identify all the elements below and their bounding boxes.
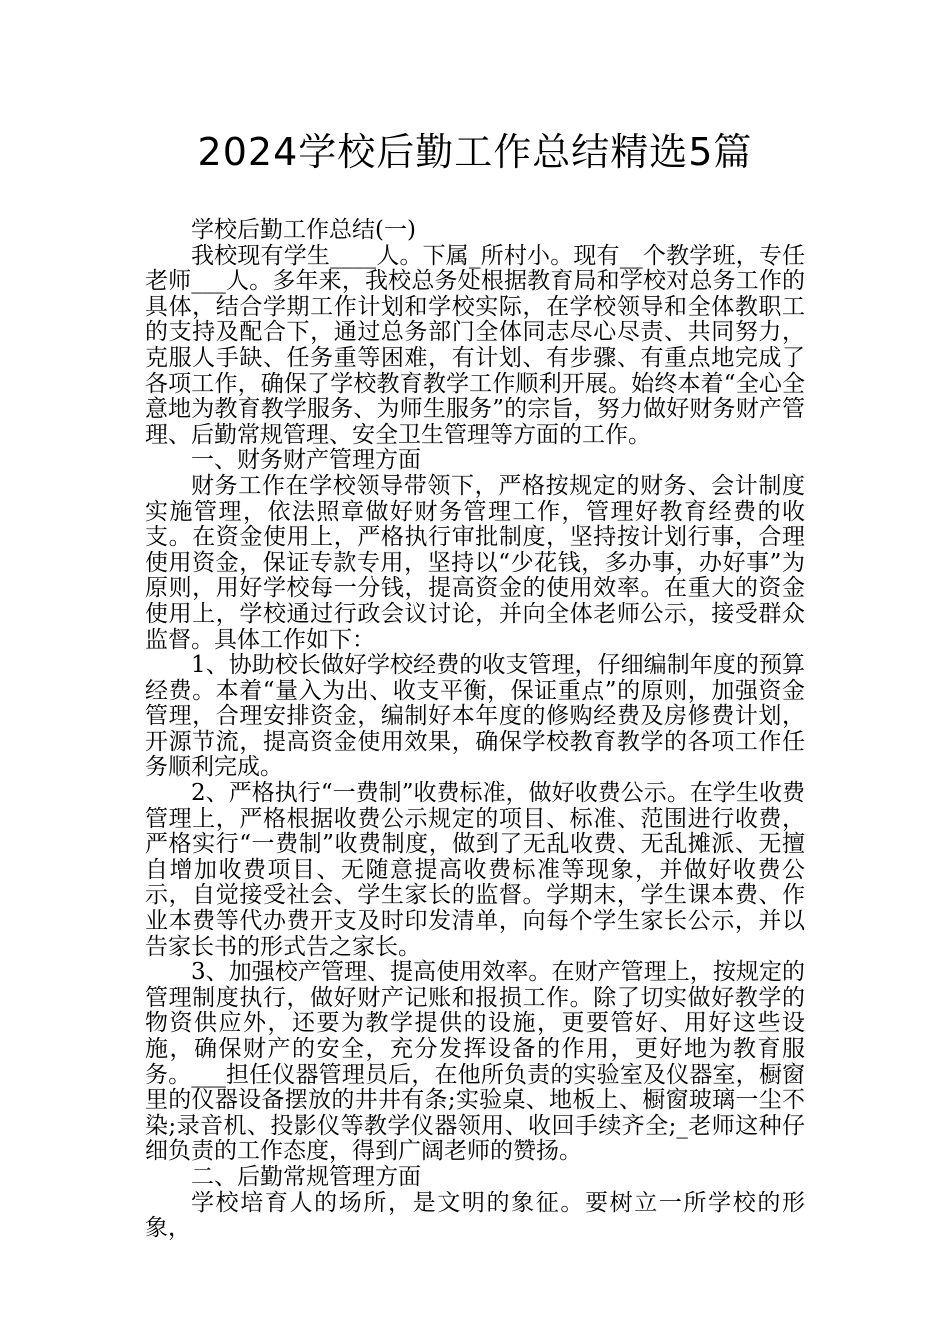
paragraph-intro: 我校现有学生____人。下属_所村小。现有__个教学班，专任老师___人。多年来，我校总务处根据教育局和学校对总务工作的具体，结合学期工作计划和学校实际，在学校领导和全体教职工的支持及配合下，通过总务部门全体同志尽心尽责、共同努力，克服人手缺、任务重等困难，有计划、有步骤、有重点地完成了各项工作，确保了学校教育教学工作顺利开展。始终本着“全心全意地为教育教学服务、为师生服务”的宗旨，努力做好财务财产管理、后勤常规管理、安全卫生管理等方面的工作。 (145, 242, 805, 448)
paragraph-item-3: 3、加强校产管理、提高使用效率。在财产管理上，按规定的管理制度执行，做好财产记账和报损工作。除了切实做好教学的物资供应外，还要为教学提供的设施，更要管好、用好这些设施，确保财产的安全，充分发挥设备的作用，更好地为教育服务。___担任仪器管理员后，在他所负责的实验室及仪器室，橱窗里的仪器设备摆放的井井有条;实验桌、地板上、橱窗玻璃一尘不染;录音机、投影仪等教学仪器领用、收回手续齐全;_老师这种仔细负责的工作态度，得到广阔老师的赞扬。 (145, 959, 805, 1165)
document-body (145, 218, 805, 1242)
heading-finance: 一、财务财产管理方面 (191, 447, 421, 474)
paragraph-logistics: 学校培育人的场所，是文明的象征。要树立一所学校的形象， (145, 1189, 805, 1242)
heading-logistics: 二、后勤常规管理方面 (191, 1163, 421, 1190)
paragraph-item-1: 1、协助校长做好学校经费的收支管理，仔细编制年度的预算经费。本着“量入为出、收支平衡，保证重点”的原则，加强资金管理，合理安排资金，编制好本年度的修购经费及房修费计划，开源节流，提高资金使用效果，确保学校教育教学的各项工作任务顺利完成。 (145, 652, 805, 781)
document-title: 2024学校后勤工作总结精选5篇 (197, 130, 753, 174)
paragraph-finance: 财务工作在学校领导带领下，严格按规定的财务、会计制度实施管理，依法照章做好财务管理工作，管理好教育经费的收支。在资金使用上，严格执行审批制度，坚持按计划行事，合理使用资金，保证专款专用，坚持以“少花钱，多办事，办好事”为原则，用好学校每一分钱，提高资金的使用效率。在重大的资金使用上，学校通过行政会议讨论，并向全体老师公示，接受群众监督。具体工作如下： (145, 472, 805, 653)
paragraph-item-2: 2、严格执行“一费制”收费标准，做好收费公示。在学生收费管理上，严格根据收费公示规定的项目、标准、范围进行收费，严格实行“一费制”收费制度，做到了无乱收费、无乱摊派、无擅自增加收费项目、无随意提高收费标准等现象，并做好收费公示，自觉接受社会、学生家长的监督。学期末，学生课本费、作业本费等代办费开支及时印发清单，向每个学生家长公示，并以告家长书的形式告之家长。 (145, 780, 805, 960)
section-title: 学校后勤工作总结(一) (191, 217, 416, 243)
